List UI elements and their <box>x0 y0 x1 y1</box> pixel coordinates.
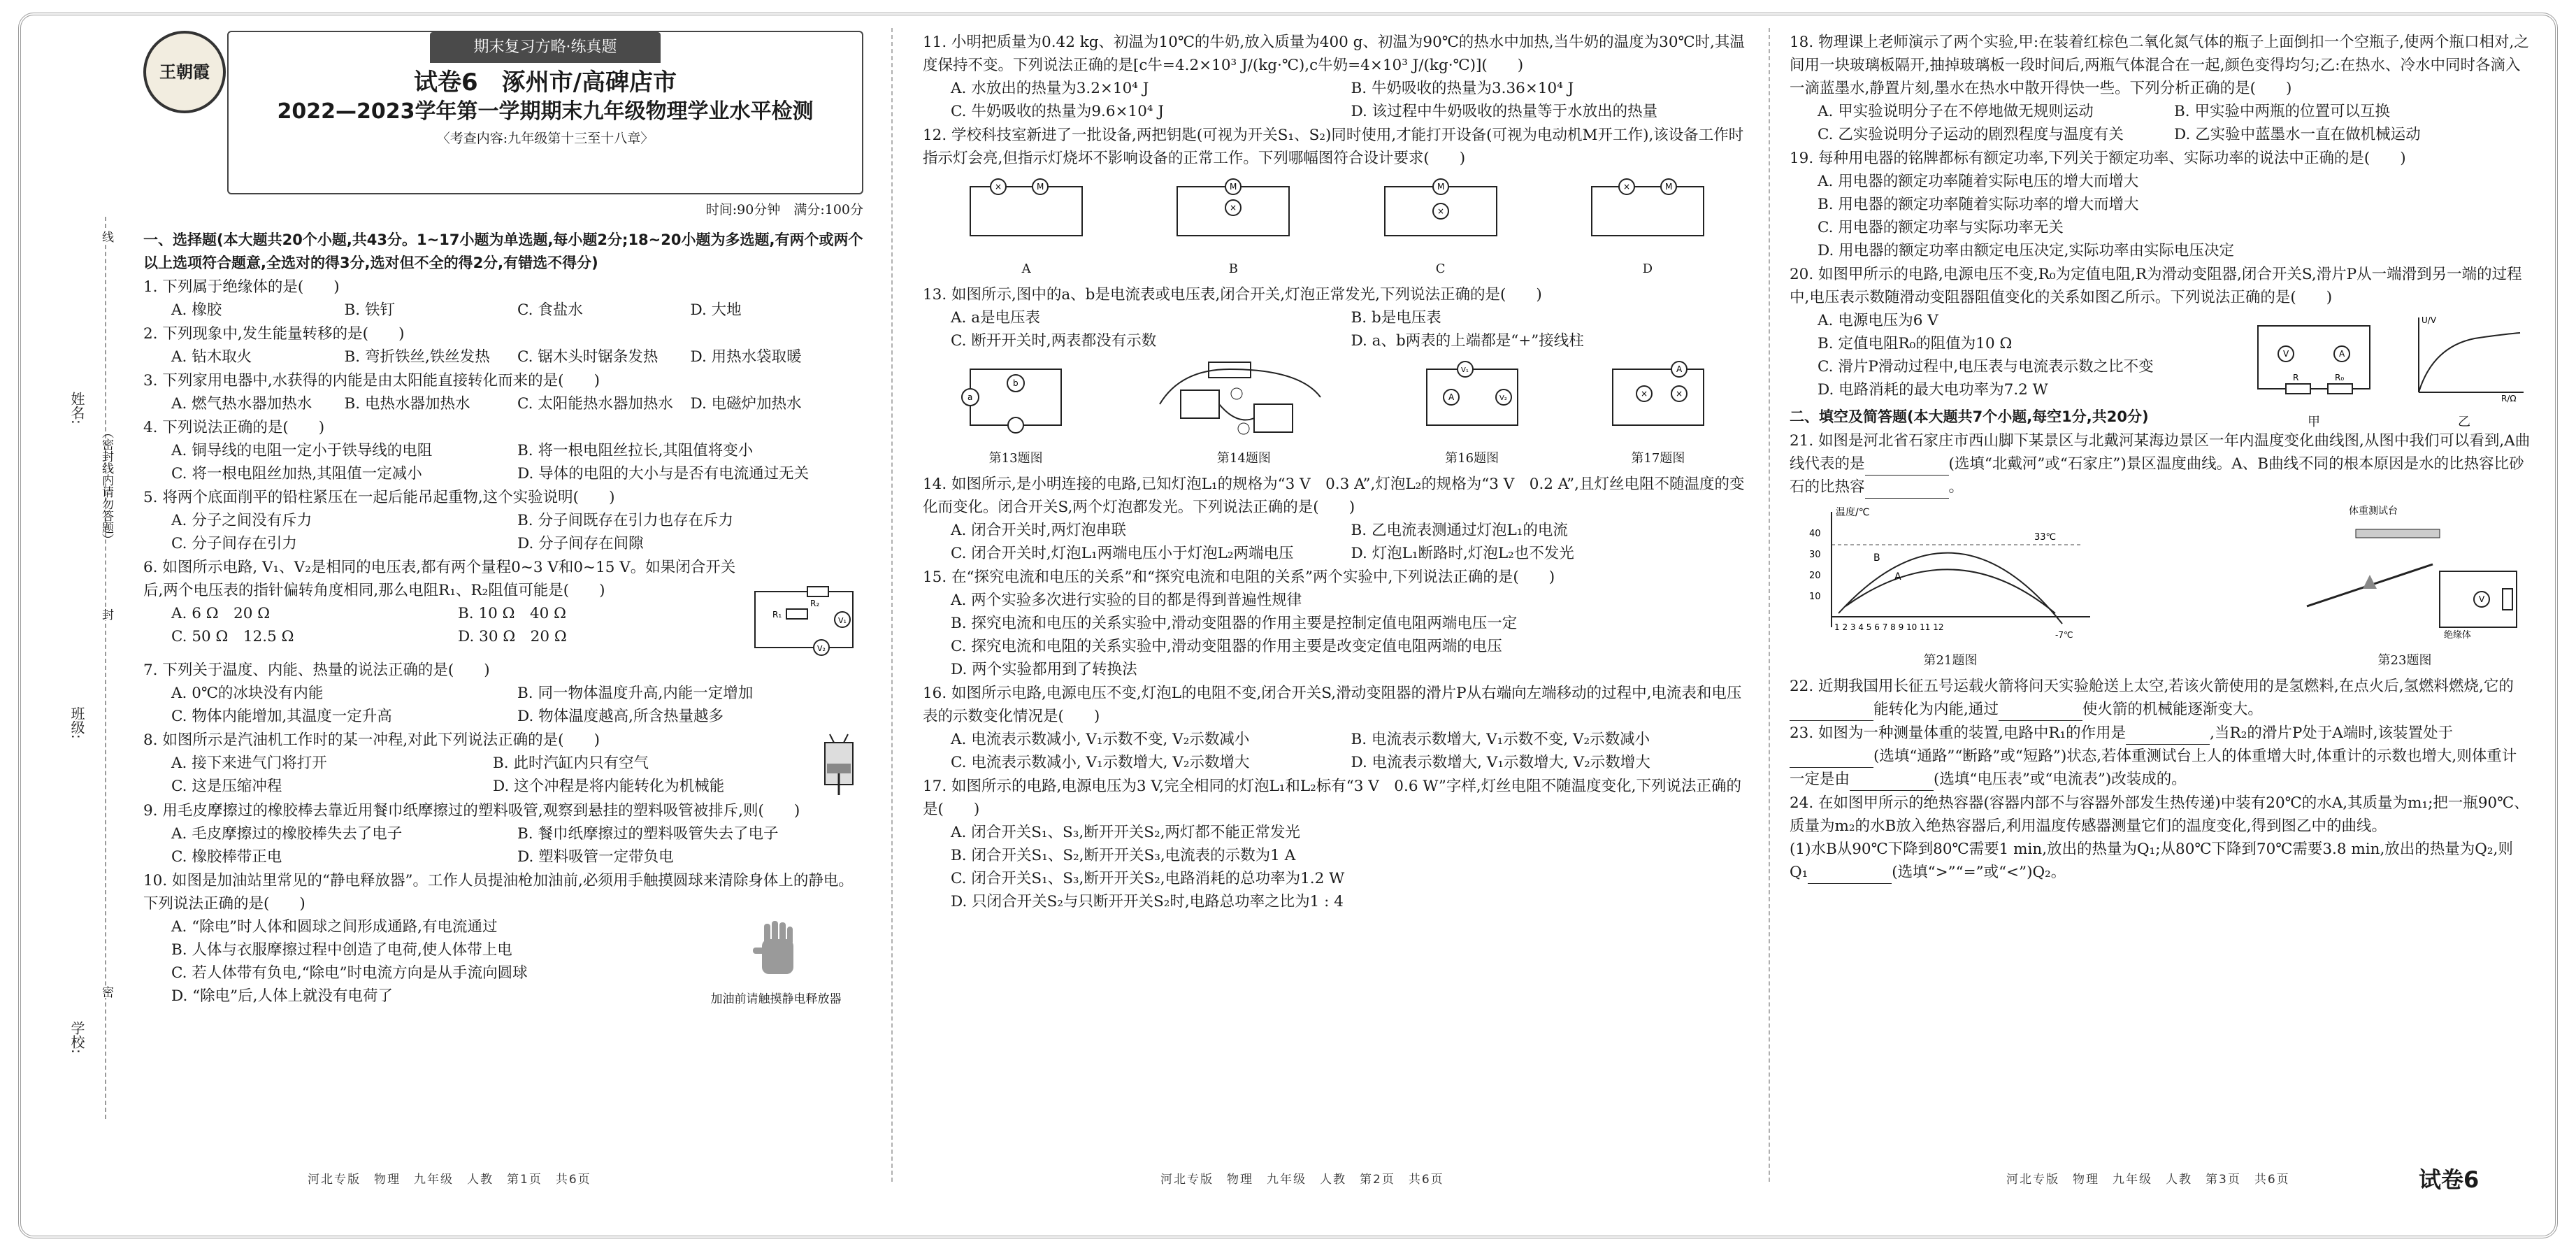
column-divider <box>1769 28 1770 1182</box>
option[interactable]: D. 只闭合开关S₂与只断开开关S₂时,电路总功率之比为1 : 4 <box>951 893 1344 910</box>
svg-text:V₂: V₂ <box>817 644 826 653</box>
question-16: 16. 如图所示电路,电源电压不变,灯泡L的电阻不变,闭合开关S,滑动变阻器的滑片P从右端向左端移动的过程中,电流表和电压表的示数变化情况是( ) A. 电流表示数减小, V₁示数不变, V₂示数减小 B. 电流表示数增大, V₁示数不变, V₂示数减小 C. 电流表示数减小, V₁示数增大, V₂示数增大 D. 电流表示数增大, V₁示数增大, V₂示数增大 <box>923 682 1751 774</box>
answer-blank[interactable] <box>1865 481 1949 499</box>
option[interactable]: C. 分子间存在引力 <box>171 535 297 552</box>
option[interactable]: D. 物体温度越高,所含热量越多 <box>517 708 724 725</box>
svg-text:R/Ω: R/Ω <box>2501 394 2517 403</box>
option[interactable]: C. 太阳能热水器加热水 <box>517 395 673 413</box>
option[interactable]: C. 橡胶棒带正电 <box>171 848 282 866</box>
option[interactable]: B. 弯折铁丝,铁丝发热 <box>344 348 490 366</box>
question-20: 20. 如图甲所示的电路,电源电压不变,R₀为定值电阻,R为滑动变阻器,闭合开关S,滑片P从一端滑到另一端的过程中,电压表示数随滑动变阻器阻值变化的关系如图乙所示。下列说法正确的是( ) A. 电源电压为6 V B. 定值电阻R₀的阻值为10 Ω C. 滑片P滑动过程中,电压表与电流表示数之比不变 D. 电路消耗的最大电功率为7.2 W V A R R₀ 甲 U/V R/Ω 乙 <box>1790 263 2531 401</box>
option[interactable]: B. 用电器的额定功率随着实际功率的增大而增大 <box>1818 196 2139 213</box>
figure-16: V₁ V₂ A 第16题图 <box>1409 355 1535 470</box>
svg-text:A: A <box>1894 571 1901 582</box>
option[interactable]: C. 闭合开关S₁、S₃,断开开关S₂,电路消耗的总功率为1.2 W <box>951 870 1345 887</box>
footer-page-1: 河北专版 物理 九年级 人教 第1页 共6页 <box>308 1173 591 1187</box>
answer-blank[interactable] <box>1850 773 1934 791</box>
option[interactable]: D. 大地 <box>690 301 742 319</box>
paper-tag: 试卷6 <box>2419 1166 2480 1193</box>
option[interactable]: C. 断开开关时,两表都没有示数 <box>951 332 1157 350</box>
question-11: 11. 小明把质量为0.42 kg、初温为10℃的牛奶,放入质量为400 g、初温为90℃的热水中加热,当牛奶的温度为30℃时,其温度保持不变。下列说法正确的是[c牛=4.2×10³ J/(kg·℃),c牛奶=4×10³ J/(kg·℃)]( ) A. 水放出的热量为3.2×10⁴ J B. 牛奶吸收的热量为3.36×10⁴ J C. 牛奶吸收的热量为9.6×10⁴ J D. 该过程中牛奶吸收的热量等于水放出的热量 <box>923 31 1751 123</box>
option[interactable]: A. 分子之间没有斥力 <box>171 512 312 529</box>
figures-21-23 <box>1790 501 2531 672</box>
svg-text:1 2 3 4 5 6 7 8 9 10 11 12: 1 2 3 4 5 6 7 8 9 10 11 12 <box>1834 622 1944 632</box>
svg-text:R₂: R₂ <box>810 599 820 608</box>
paper-title: 试卷6 涿州市/高碑店市 <box>413 69 677 96</box>
svg-text:33℃: 33℃ <box>2034 532 2057 543</box>
option[interactable]: B. 铁钉 <box>344 301 395 319</box>
option[interactable]: A. 毛皮摩擦过的橡胶棒失去了电子 <box>171 825 403 843</box>
svg-text:V₁: V₁ <box>1460 366 1469 374</box>
question-19: 19. 每种用电器的铭牌都标有额定功率,下列关于额定功率、实际功率的说法中正确的是( ) A. 用电器的额定功率随着实际电压的增大而增大 B. 用电器的额定功率随着实际功率的增大而增大 C. 用电器的额定功率与实际功率无关 D. 用电器的额定功率由额定电压决定,实际功率由实际电压决定 <box>1790 147 2531 262</box>
option[interactable]: B. 定值电阻R₀的阻值为10 Ω <box>1818 335 2013 352</box>
svg-text:V₂: V₂ <box>1499 394 1507 402</box>
option[interactable]: B. 甲实验中两瓶的位置可以互换 <box>2174 103 2390 120</box>
option[interactable]: D. 该过程中牛奶吸收的热量等于水放出的热量 <box>1351 103 1658 120</box>
option[interactable]: D. 这个冲程是将内能转化为机械能 <box>493 778 725 795</box>
option[interactable]: C. 牛奶吸收的热量为9.6×10⁴ J <box>951 103 1164 120</box>
option[interactable]: B. 电流表示数增大, V₁示数不变, V₂示数减小 <box>1351 731 1650 748</box>
option[interactable]: D. 灯泡L₁断路时,灯泡L₂也不发光 <box>1351 545 1574 562</box>
option[interactable]: C. 将一根电阻丝加热,其阻值一定减小 <box>171 465 422 482</box>
option[interactable]: C. 乙实验说明分子运动的剧烈程度与温度有关 <box>1818 126 2124 143</box>
logo: 王朝霞 <box>143 31 226 113</box>
answer-blank[interactable] <box>1790 703 1873 721</box>
exam-title: 2022—2023学年第一学期期末九年级物理学业水平检测 <box>277 99 814 124</box>
option[interactable]: B. b是电压表 <box>1351 309 1441 327</box>
mark-line: 线 <box>98 231 115 243</box>
svg-text:10: 10 <box>1809 592 1821 602</box>
column-3 <box>1790 31 2531 1178</box>
question-4: 4. 下列说法正确的是( ) A. 铜导线的电阻一定小于铁导线的电阻 B. 将一根电阻丝拉长,其阻值将变小 C. 将一根电阻丝加热,其阻值一定减小 D. 导体的电阻的大小与是否有电流通过无关 <box>143 416 863 485</box>
mark-secret: 密 <box>98 986 115 998</box>
column-2 <box>923 31 1751 1178</box>
option[interactable]: C. 若人体带有负电,“除电”时电流方向是从手流向圆球 <box>171 964 528 982</box>
option[interactable]: A. 橡胶 <box>171 301 222 319</box>
q12-circuit-figures <box>923 173 1751 280</box>
question-1: 1. 下列属于绝缘体的是( ) A. 橡胶 B. 铁钉 C. 食盐水 D. 大地 <box>143 276 863 322</box>
option[interactable]: D. 乙实验中蓝墨水一直在做机械运动 <box>2174 126 2421 143</box>
section-2-heading: 二、填空及简答题(本大题共7个小题,每空1分,共20分) <box>1790 408 2149 425</box>
option[interactable]: B. 牛奶吸收的热量为3.36×10⁴ J <box>1351 80 1574 97</box>
svg-text:V: V <box>2283 349 2289 359</box>
question-21: 21. 如图是河北省石家庄市西山脚下某景区与北戴河某海边景区一年内温度变化曲线图,从图中我们可以看到,A曲线代表的是 (选填“北戴河”或“石家庄”)景区温度曲线。A、B曲线不同的根本原因是水的比热容比砂石的比热容 。 <box>1790 429 2531 499</box>
svg-text:×: × <box>1622 182 1630 192</box>
question-24: 24. 在如图甲所示的绝热容器(容器内部不与容器外部发生热传递)中装有20℃的水A,其质量为m₁;把一瓶90℃、质量为m₂的水B放入绝热容器后,利用温度传感器测量它们的温度变化,得到图乙中的曲线。 (1)水B从90℃下降到80℃需要1 min,放出的热量为Q₁;从80℃下降到70℃需要3.8 min,放出的热量为Q₂,则Q₁ (选填“>”“=”或“<”)Q₂。 <box>1790 792 2531 884</box>
question-18: 18. 物理课上老师演示了两个实验,甲:在装着红棕色二氧化氮气体的瓶子上面倒扣一个空瓶子,使两个瓶口相对,之间用一块玻璃板隔开,抽掉玻璃板一段时间后,两瓶气体混合在一起,颜色变得均匀;乙:在热水、冷水中同时各滴入一滴蓝墨水,静置片刻,墨水在热水中散开得快一些。下列分析正确的是( ) A. 甲实验说明分子在不停地做无规则运动 B. 甲实验中两瓶的位置可以互换 C. 乙实验说明分子运动的剧烈程度与温度有关 D. 乙实验中蓝墨水一直在做机械运动 <box>1790 31 2531 146</box>
option[interactable]: B. 探究电流和电压的关系实验中,滑动变阻器的作用主要是控制定值电阻两端电压一定 <box>951 615 1518 632</box>
option[interactable]: D. 导体的电阻的大小与是否有电流通过无关 <box>517 465 810 482</box>
svg-text:R₀: R₀ <box>2335 373 2345 383</box>
temperature-curve-chart <box>1790 501 2111 641</box>
svg-text:40: 40 <box>1809 529 1821 539</box>
option[interactable]: C. 物体内能增加,其温度一定升高 <box>171 708 392 725</box>
question-13: 13. 如图所示,图中的a、b是电流表或电压表,闭合开关,灯泡正常发光,下列说法正确的是( ) A. a是电压表 B. b是电压表 C. 断开开关时,两表都没有示数 D. a、b两表的上端都是“+”接线柱 <box>923 283 1751 352</box>
svg-text:V: V <box>2479 594 2485 604</box>
option[interactable]: B. 分子间既存在引力也存在斥力 <box>517 512 733 529</box>
option[interactable]: D. 塑料吸管一定带负电 <box>517 848 674 866</box>
question-10: 10. 如图是加油站里常见的“静电释放器”。工作人员提油枪加油前,必须用手触摸圆球来清除身体上的静电。下列说法正确的是( ) A. “除电”时人体和圆球之间形成通路,有电流通过 B. 人体与衣服摩擦过程中创造了电荷,使人体带上电 C. 若人体带有负电,“除电”时电流方向是从手流向圆球 D. “除电”后,人体上就没有电荷了 加油前请触摸静电释放器 <box>143 869 863 1008</box>
column-divider <box>891 28 893 1182</box>
svg-text:×: × <box>995 182 1002 192</box>
option[interactable]: B. 餐巾纸摩擦过的塑料吸管失去了电子 <box>517 825 779 843</box>
option[interactable]: A. 甲实验说明分子在不停地做无规则运动 <box>1818 103 2094 120</box>
figure-21: 温度/℃ 40 30 20 10 33℃ B A 1 2 3 4 5 6 7 8 9 10 11 12 -7℃ 第21题图 <box>1790 501 2111 672</box>
option[interactable]: D. 两个实验都用到了转换法 <box>951 661 1137 678</box>
svg-text:M: M <box>1037 182 1044 192</box>
question-14: 14. 如图所示,是小明连接的电路,已知灯泡L₁的规格为“3 V 0.3 A”,灯泡L₂的规格为“3 V 0.2 A”,且灯丝电阻不随温度的变化而变化。闭合开关S,两个灯泡都发光。下列说法正确的是( ) A. 闭合开关时,两灯泡串联 B. 乙电流表测通过灯泡L₁的电流 C. 闭合开关时,灯泡L₁两端电压小于灯泡L₂两端电压 D. 灯泡L₁断路时,灯泡L₂也不发光 <box>923 473 1751 565</box>
q12-figure-c: M × C <box>1371 173 1511 280</box>
svg-text:30: 30 <box>1809 550 1821 560</box>
figure-14: 第14题图 <box>1139 355 1348 470</box>
svg-text:R: R <box>2293 373 2299 383</box>
svg-text:a: a <box>967 392 973 402</box>
option[interactable]: A. 6 Ω 20 Ω <box>171 605 271 622</box>
answer-blank[interactable] <box>1808 866 1892 884</box>
option[interactable]: A. 水放出的热量为3.2×10⁴ J <box>951 80 1149 97</box>
option[interactable]: C. 食盐水 <box>517 301 583 319</box>
name-label: 姓名: <box>69 392 85 424</box>
time-score: 时间:90分钟 满分:100分 <box>705 202 863 217</box>
option[interactable]: C. 滑片P滑动过程中,电压表与电流表示数之比不变 <box>1818 358 2154 376</box>
option[interactable]: D. a、b两表的上端都是“+”接线柱 <box>1351 332 1584 350</box>
binding-line <box>105 217 106 1119</box>
hand-icon <box>744 918 807 981</box>
paper-header <box>143 31 863 206</box>
q20-figures <box>2244 312 2531 434</box>
figures-13-17 <box>923 355 1751 470</box>
answer-blank[interactable] <box>1999 703 2082 721</box>
option[interactable]: B. 10 Ω 40 Ω <box>458 605 567 622</box>
option[interactable]: A. “除电”时人体和圆球之间形成通路,有电流通过 <box>171 918 498 936</box>
answer-blank[interactable] <box>1790 750 1873 768</box>
option[interactable]: C. 闭合开关时,灯泡L₁两端电压小于灯泡L₂两端电压 <box>951 545 1294 562</box>
option[interactable]: A. 0℃的冰块没有内能 <box>171 685 324 702</box>
svg-text:b: b <box>1013 378 1019 388</box>
question-3: 3. 下列家用电器中,水获得的内能是由太阳能直接转化而来的是( ) A. 燃气热水器加热水 B. 电热水器加热水 C. 太阳能热水器加热水 D. 电磁炉加热水 <box>143 369 863 415</box>
option[interactable]: C. 探究电流和电阻的关系实验中,滑动变阻器的作用主要是改变定值电阻两端的电压 <box>951 638 1502 655</box>
option[interactable]: D. 用电器的额定功率由额定电压决定,实际功率由实际电压决定 <box>1818 242 2234 259</box>
banner: 期末复习方略·练真题 <box>430 32 661 63</box>
scope: 〈考查内容:九年级第十三至十八章〉 <box>436 131 654 146</box>
option[interactable]: A. 接下来进气门将打开 <box>171 755 327 772</box>
option[interactable]: B. 将一根电阻丝拉长,其阻值将变小 <box>517 442 754 459</box>
mark-seal: 封 <box>98 608 115 620</box>
option[interactable]: D. “除电”后,人体上就没有电荷了 <box>171 987 393 1005</box>
option[interactable]: D. 分子间存在间隙 <box>517 535 644 552</box>
q12-figure-b: M × B <box>1163 173 1303 280</box>
q12-figure-a: M × A <box>956 173 1096 280</box>
svg-text:-7℃: -7℃ <box>2055 630 2073 640</box>
svg-text:M: M <box>1230 182 1237 192</box>
question-5: 5. 将两个底面削平的铅柱紧压在一起后能吊起重物,这个实验说明( ) A. 分子之间没有斥力 B. 分子间既存在引力也存在斥力 C. 分子间存在引力 D. 分子间存在间隙 <box>143 486 863 555</box>
svg-text:B: B <box>1873 552 1880 564</box>
question-17: 17. 如图所示的电路,电源电压为3 V,完全相同的灯泡L₁和L₂标有“3 V 0.6 W”字样,灯丝电阻不随温度变化,下列说法正确的是( ) A. 闭合开关S₁、S₃,断开开关S₂,两灯都不能正常发光 B. 闭合开关S₁、S₂,断开开关S₃,电流表的示数为1 A C. 闭合开关S₁、S₃,断开开关S₂,电路消耗的总功率为1.2 W D. 只闭合开关S₂与只断开开关S₂时,电路总功率之比为1 : 4 <box>923 775 1751 913</box>
figure-17: A × × 第17题图 <box>1595 355 1721 470</box>
svg-text:×: × <box>1640 389 1648 399</box>
option[interactable]: C. 50 Ω 12.5 Ω <box>171 628 294 645</box>
option[interactable]: D. 用热水袋取暖 <box>690 348 802 366</box>
svg-text:R₁: R₁ <box>772 610 782 620</box>
school-label: 学校: <box>69 1021 85 1054</box>
option[interactable]: A. 电流表示数减小, V₁示数不变, V₂示数减小 <box>951 731 1250 748</box>
question-9: 9. 用毛皮摩擦过的橡胶棒去靠近用餐巾纸摩擦过的塑料吸管,观察到悬挂的塑料吸管被排斥,则( ) A. 毛皮摩擦过的橡胶棒失去了电子 B. 餐巾纸摩擦过的塑料吸管失去了电子 C. 橡胶棒带正电 D. 塑料吸管一定带负电 <box>143 799 863 868</box>
q20-figure-jia: V A R R₀ 甲 <box>2244 312 2384 434</box>
option[interactable]: D. 电流表示数增大, V₁示数增大, V₂示数增大 <box>1351 754 1650 771</box>
class-label: 班级: <box>69 706 85 739</box>
svg-text:A: A <box>1676 364 1683 374</box>
svg-text:绝缘体: 绝缘体 <box>2444 630 2472 641</box>
option[interactable]: B. 人体与衣服摩擦过程中创造了电荷,使人体带上电 <box>171 941 512 959</box>
option[interactable]: A. 闭合开关时,两灯泡串联 <box>951 522 1127 539</box>
question-22: 22. 近期我国用长征五号运载火箭将问天实验舱送上太空,若该火箭使用的是氢燃料,在点火后,氢燃料燃烧,它的能转化为内能,通过 使火箭的机械能逐渐变大。 <box>1790 675 2531 721</box>
option[interactable]: D. 电路消耗的最大电功率为7.2 W <box>1818 381 2048 399</box>
answer-blank[interactable] <box>2126 727 2210 745</box>
svg-text:×: × <box>1437 206 1444 216</box>
section-1-heading: 一、选择题(本大题共20个小题,共43分。1~17小题为单选题,每小题2分;18~20小题为多选题,有两个或两个以上选项符合题意,全选对的得3分,选对但不全的得2分,有错选不得分) <box>143 231 863 271</box>
engine-cylinder-figure <box>814 729 863 799</box>
title-box <box>227 31 863 194</box>
column-1 <box>143 31 863 1178</box>
figure-23: 体重测试台 V 绝缘体 第23题图 <box>2279 501 2531 672</box>
answer-blank[interactable] <box>1865 458 1949 476</box>
svg-text:×: × <box>1230 203 1237 213</box>
svg-text:U/V: U/V <box>2422 315 2437 325</box>
static-discharger-figure: 加油前请触摸静电释放器 <box>696 918 856 1011</box>
option[interactable]: A. 闭合开关S₁、S₃,断开开关S₂,两灯都不能正常发光 <box>951 824 1300 841</box>
option[interactable]: B. 电热水器加热水 <box>344 395 470 413</box>
option[interactable]: A. 燃气热水器加热水 <box>171 395 312 413</box>
option[interactable]: B. 此时汽缸内只有空气 <box>493 755 649 772</box>
footer-page-3: 河北专版 物理 九年级 人教 第3页 共6页 <box>2006 1173 2290 1187</box>
question-8: 8. 如图所示是汽油机工作时的某一冲程,对此下列说法正确的是( ) A. 接下来进气门将打开 B. 此时汽缸内只有空气 C. 这是压缩冲程 D. 这个冲程是将内能转化为机械能 <box>143 729 863 799</box>
svg-text:20: 20 <box>1809 571 1821 581</box>
svg-text:M: M <box>1437 182 1444 192</box>
option[interactable]: A. 钻木取火 <box>171 348 252 366</box>
option[interactable]: B. 同一物体温度升高,内能一定增加 <box>517 685 754 702</box>
option[interactable]: C. 锯木头时锯条发热 <box>517 348 659 366</box>
svg-text:A: A <box>1448 392 1454 402</box>
option[interactable]: B. 乙电流表测通过灯泡L₁的电流 <box>1351 522 1568 539</box>
option[interactable]: C. 电流表示数减小, V₁示数增大, V₂示数增大 <box>951 754 1250 771</box>
svg-text:温度/℃: 温度/℃ <box>1836 507 1870 518</box>
svg-text:A: A <box>2339 349 2345 359</box>
option[interactable]: A. 两个实验多次进行实验的目的都是得到普遍性规律 <box>951 592 1302 609</box>
option[interactable]: C. 用电器的额定功率与实际功率无关 <box>1818 219 2064 236</box>
option[interactable]: A. 电源电压为6 V <box>1818 312 1938 329</box>
q6-circuit-figure <box>744 581 863 658</box>
question-12: 12. 学校科技室新进了一批设备,两把钥匙(可视为开关S₁、S₂)同时使用,才能打开设备(可视为电动机M开工作),该设备工作时指示灯会亮,但指示灯烧坏不影响设备的正常工作。下列哪幅图符合设计要求( ) M × A M × B M × C M × D <box>923 124 1751 280</box>
option[interactable]: B. 闭合开关S₁、S₂,断开开关S₃,电流表的示数为1 A <box>951 847 1296 864</box>
footer-page-2: 河北专版 物理 九年级 人教 第2页 共6页 <box>1160 1173 1444 1187</box>
question-6: 6. 如图所示电路, V₁、V₂是相同的电压表,都有两个量程0~3 V和0~15 V。如果闭合开关后,两个电压表的指针偏转角度相同,那么电阻R₁、R₂阻值可能是( ) A. 6 Ω 20 Ω B. 10 Ω 40 Ω C. 50 Ω 12.5 Ω D. 30 Ω 20 Ω V₁ V₂ R₂ R₁ <box>143 556 863 658</box>
option[interactable]: A. a是电压表 <box>951 309 1041 327</box>
option[interactable]: A. 铜导线的电阻一定小于铁导线的电阻 <box>171 442 433 459</box>
q20-figure-yi: U/V R/Ω 乙 <box>2398 312 2531 434</box>
svg-text:V₁: V₁ <box>838 616 847 625</box>
option[interactable]: C. 这是压缩冲程 <box>171 778 282 795</box>
svg-text:M: M <box>1664 182 1673 192</box>
q12-figure-d: M × D <box>1578 173 1718 280</box>
question-23: 23. 如图为一种测量体重的装置,电路中R₁的作用是 ,当R₂的滑片P处于A端时,该装置处于(选填“通路”“断路”或“短路”)状态,若体重测试台上人的体重增大时,体重计的示数也增大,则体重计一定是由 (选填“电压表”或“电流表”)改装成的。 <box>1790 722 2531 791</box>
option[interactable]: A. 用电器的额定功率随着实际电压的增大而增大 <box>1818 173 2139 190</box>
figure-13: a b 第13题图 <box>953 355 1079 470</box>
question-7: 7. 下列关于温度、内能、热量的说法正确的是( ) A. 0℃的冰块没有内能 B. 同一物体温度升高,内能一定增加 C. 物体内能增加,其温度一定升高 D. 物体温度越高,所含热量越多 <box>143 659 863 728</box>
question-2: 2. 下列现象中,发生能量转移的是( ) A. 钻木取火 B. 弯折铁丝,铁丝发热 C. 锯木头时锯条发热 D. 用热水袋取暖 <box>143 322 863 369</box>
seal-note: （密封线内请勿答题） <box>99 427 113 545</box>
question-15: 15. 在“探究电流和电压的关系”和“探究电流和电阻的关系”两个实验中,下列说法正确的是( ) A. 两个实验多次进行实验的目的都是得到普遍性规律 B. 探究电流和电压的关系实验中,滑动变阻器的作用主要是控制定值电阻两端电压一定 C. 探究电流和电阻的关系实验中,滑动变阻器的作用主要是改变定值电阻两端的电压 D. 两个实验都用到了转换法 <box>923 566 1751 681</box>
svg-text:体重测试台: 体重测试台 <box>2349 506 2398 517</box>
option[interactable]: D. 30 Ω 20 Ω <box>458 628 567 645</box>
weight-scale-figure <box>2279 501 2531 641</box>
option[interactable]: D. 电磁炉加热水 <box>690 395 802 413</box>
svg-text:×: × <box>1675 389 1683 399</box>
